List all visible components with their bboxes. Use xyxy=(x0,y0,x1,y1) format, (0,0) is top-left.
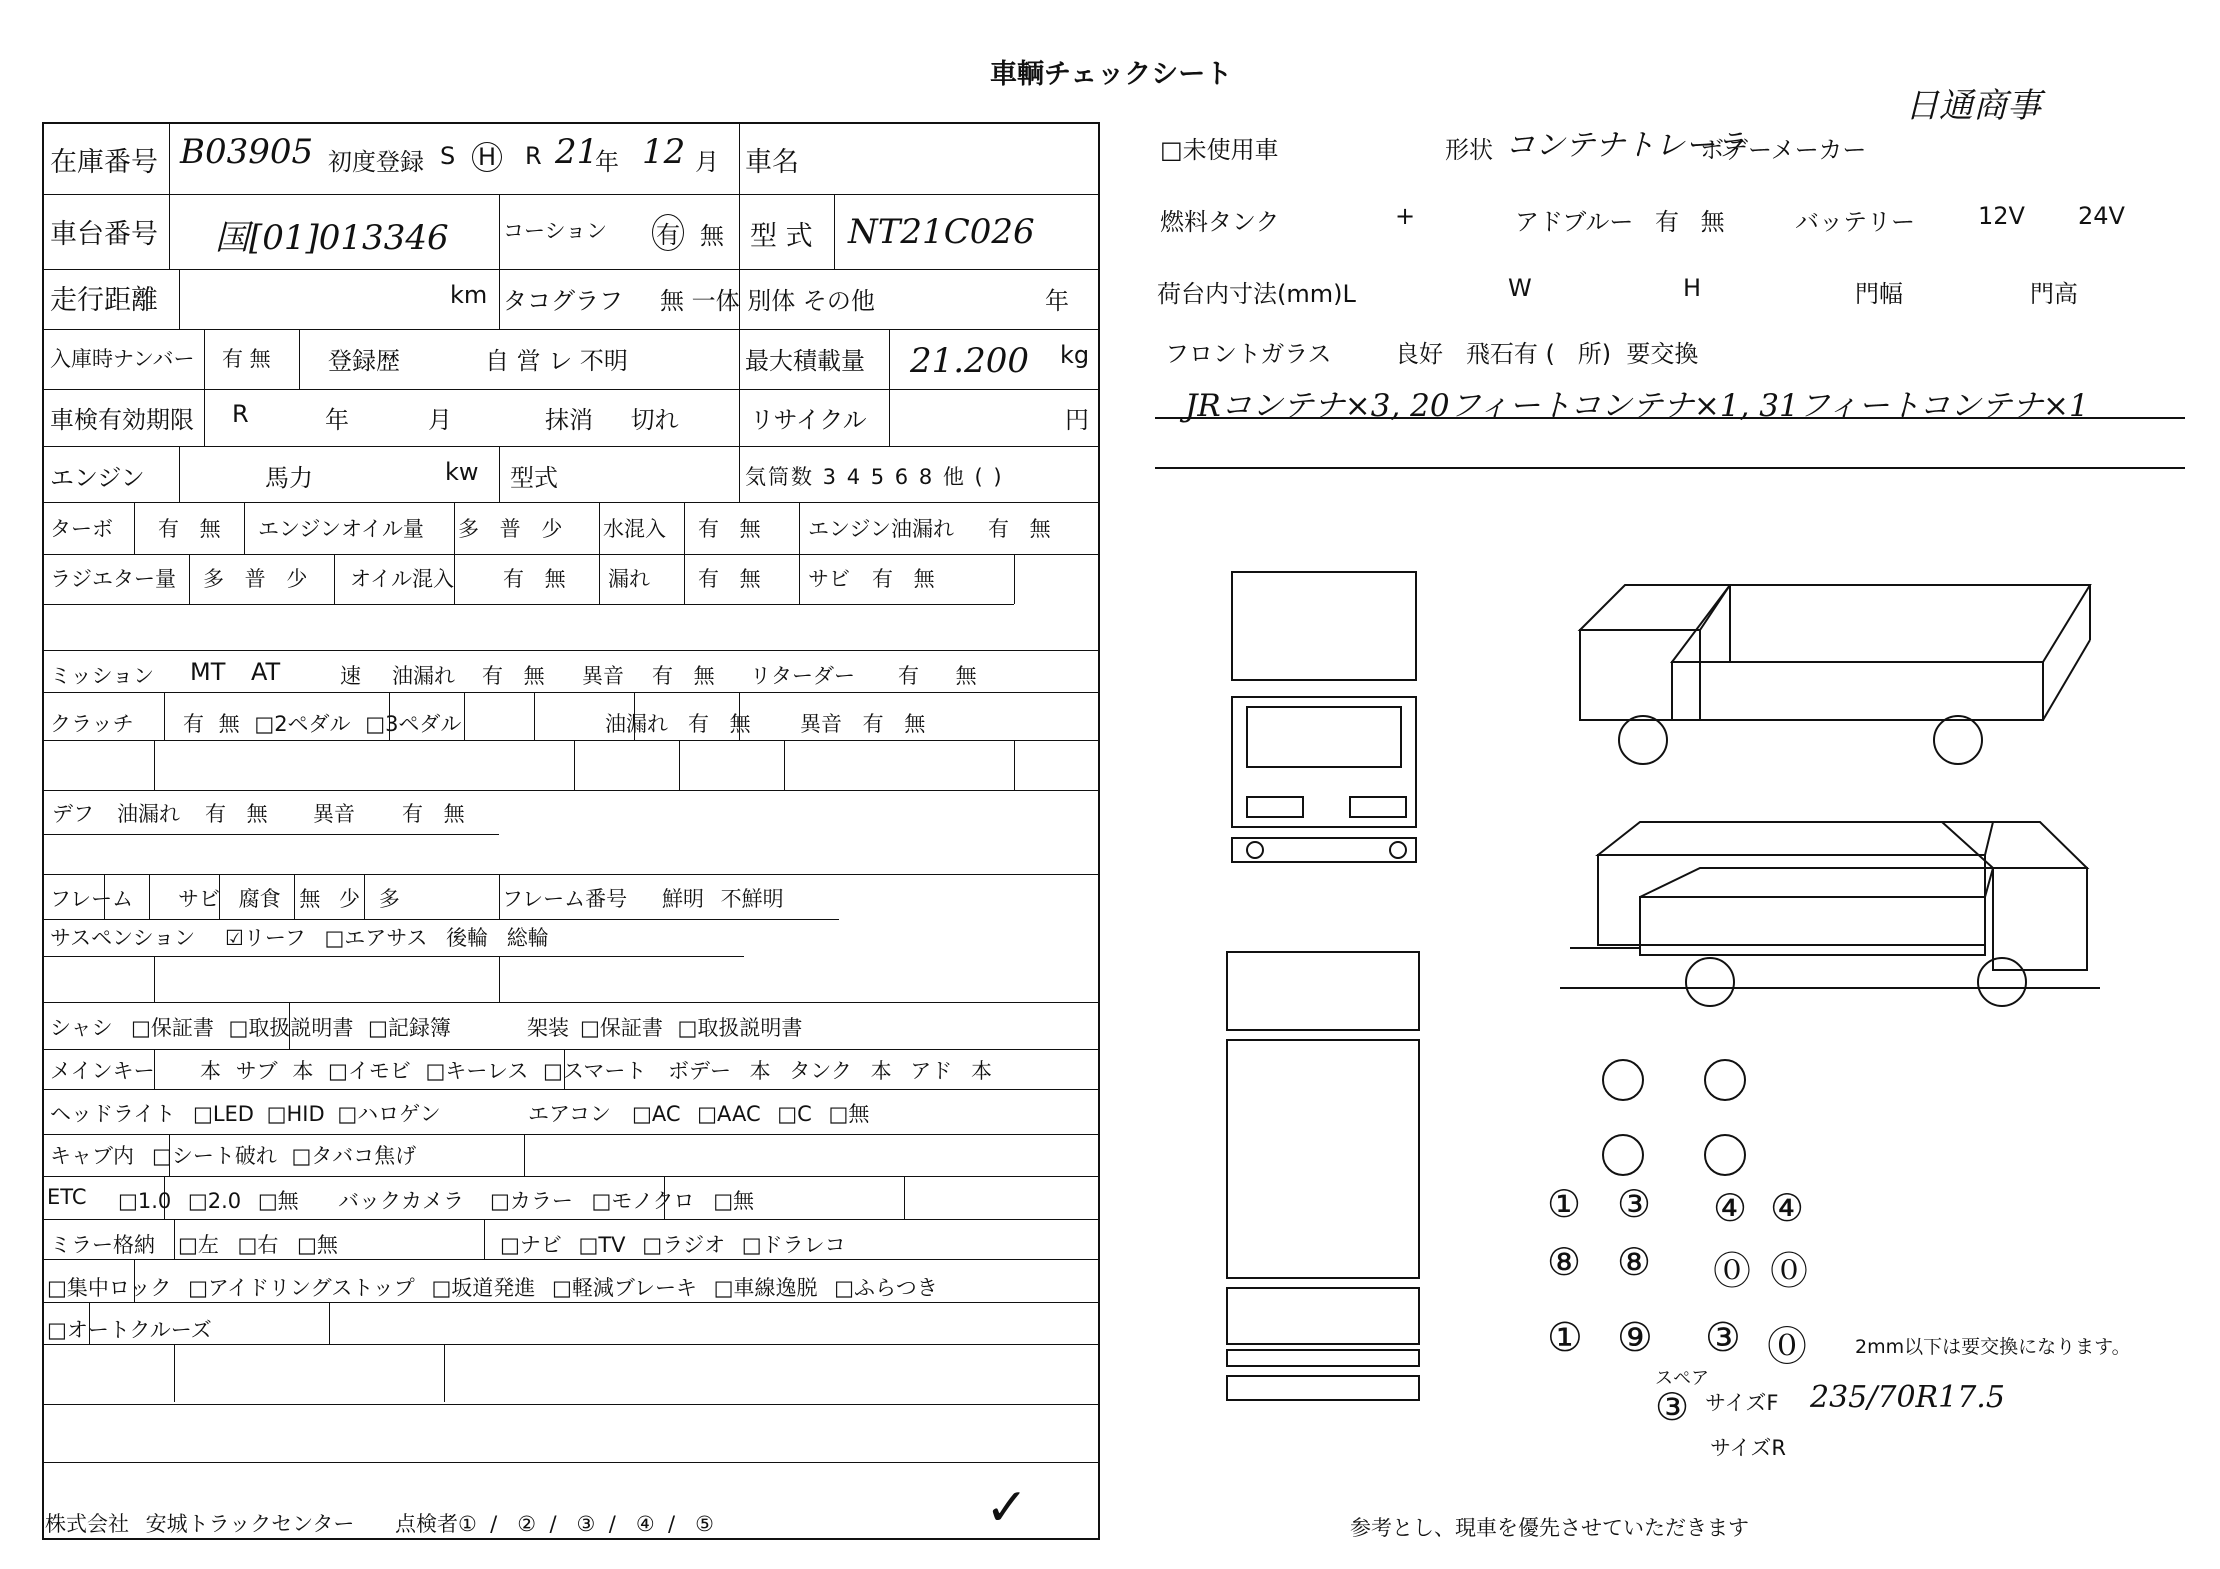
shape-label: 形状 xyxy=(1445,136,1493,164)
tacho-label: タコグラフ xyxy=(503,287,623,315)
oil-qty-label: エンジンオイル量 xyxy=(258,517,424,541)
oil-qty-options: 多 普 少 xyxy=(458,517,563,541)
tacho-options: 無 一体 別体 その他 xyxy=(660,287,875,315)
tacho-year: 年 xyxy=(1045,287,1069,315)
horsepower-label: 馬力 xyxy=(265,464,313,492)
tire-mark-3: ④ xyxy=(1713,1186,1748,1230)
diff-label: デフ xyxy=(52,802,94,826)
tire-mark-7: ⓪ xyxy=(1713,1249,1752,1293)
battery-12v: 12V xyxy=(1978,202,2025,230)
aircon-label: エアコン xyxy=(528,1102,611,1126)
cab-options: □シート破れ □タバコ焦げ xyxy=(152,1144,417,1168)
tire-mark-6: ⑧ xyxy=(1617,1240,1652,1284)
model-value: NT21C026 xyxy=(848,212,1035,252)
diff-noise-label: 異音 xyxy=(313,802,355,826)
leak-options: 有 無 xyxy=(698,567,761,591)
max-load-value: 21.200 xyxy=(910,341,1029,381)
coating-label: コーション xyxy=(503,219,608,243)
main-key-label: メインキー xyxy=(50,1059,155,1083)
retarder-options: 有 無 xyxy=(898,664,977,688)
checkmark-icon: ✓ xyxy=(985,1478,1029,1538)
frame-no-options: 鮮明 不鮮明 xyxy=(662,887,784,911)
rust-options: 有 無 xyxy=(872,567,935,591)
body-key-label: ボデー 本 タンク 本 アド 本 xyxy=(668,1059,992,1083)
first-reg-label: 初度登録 xyxy=(328,148,424,176)
cab-label: キャブ内 xyxy=(50,1144,134,1168)
reg-history-label: 登録歴 xyxy=(328,347,400,375)
kw-unit: kw xyxy=(445,458,479,486)
diff-oil-leak-options: 有 無 xyxy=(205,802,268,826)
suspension-label: サスペンション xyxy=(50,926,196,950)
coating-ari-circled: 有 xyxy=(652,214,684,251)
windshield-label: フロントガラス xyxy=(1165,340,1332,368)
tire-size-f-value: 235/70R17.5 xyxy=(1810,1380,2005,1415)
tire-mark-11: ③ xyxy=(1705,1315,1741,1361)
frame-options: サビ 腐食 無 少 多 xyxy=(178,887,400,911)
mirror-options: □左 □右 □無 xyxy=(178,1233,338,1257)
turbo-label: ターボ xyxy=(50,517,113,541)
max-load-label: 最大積載量 xyxy=(745,347,865,375)
tire-note: 2mm以下は要交換になります。 xyxy=(1855,1336,2131,1358)
chassis-no-value: 国[01]013346 xyxy=(215,218,449,258)
plate-options: 有 無 xyxy=(222,347,271,371)
tire-mark-4: ④ xyxy=(1770,1186,1805,1230)
oil-mix-options: 有 無 xyxy=(503,567,566,591)
km-unit: km xyxy=(450,281,488,309)
nav-options: □ナビ □TV □ラジオ □ドラレコ xyxy=(500,1233,846,1257)
cargo-w: W xyxy=(1508,274,1532,302)
body-docs-label: 架装 xyxy=(527,1016,569,1040)
cylinders-label: 気筒数 3 4 5 6 8 他 ( ) xyxy=(745,465,1004,489)
year-label: 年 xyxy=(595,148,619,176)
cargo-dims-label: 荷台内寸法(mm)L xyxy=(1157,280,1356,308)
diff-oil-leak-label: 油漏れ xyxy=(117,802,180,826)
chassis-label: 車台番号 xyxy=(50,219,158,250)
door-width: 門幅 xyxy=(1855,280,1903,308)
fuel-plus: + xyxy=(1395,202,1416,230)
kg-unit: kg xyxy=(1060,341,1090,369)
clutch-label: クラッチ xyxy=(50,712,134,736)
aircon-options: □AC □AAC □C □無 xyxy=(632,1102,870,1126)
spare-label: スペア xyxy=(1655,1368,1709,1389)
mission-label: ミッション xyxy=(50,664,155,688)
turbo-options: 有 無 xyxy=(158,517,221,541)
back-camera-label: バックカメラ xyxy=(338,1189,464,1213)
oil-mix-label: オイル混入 xyxy=(350,567,454,591)
reg-month-value: 12 xyxy=(642,132,686,172)
tire-mark-1: ① xyxy=(1547,1182,1582,1226)
reg-history-options: 自 営 レ 不明 xyxy=(485,347,628,375)
car-name-label: 車名 xyxy=(745,147,799,178)
fuel-tank-label: 燃料タンク xyxy=(1160,208,1280,236)
engine-label: エンジン xyxy=(50,464,145,492)
engine-model-label: 型式 xyxy=(510,464,558,492)
cargo-h: H xyxy=(1683,274,1702,302)
model-label: 型 式 xyxy=(750,221,813,252)
headlight-label: ヘッドライト xyxy=(50,1102,176,1126)
clutch-oil-leak-label: 油漏れ xyxy=(605,712,668,736)
radiator-options: 多 普 少 xyxy=(203,567,308,591)
size-f-label: サイズF xyxy=(1705,1391,1779,1415)
unused-label: □未使用車 xyxy=(1160,136,1279,164)
tire-mark-5: ⑧ xyxy=(1547,1240,1582,1284)
mission-oil-leak-options: 有 無 xyxy=(482,664,545,688)
era-h-circled: H xyxy=(472,142,502,172)
headlight-options: □LED □HID □ハロゲン xyxy=(193,1102,441,1126)
clutch-oil-leak-options: 有 無 xyxy=(688,712,751,736)
stock-label: 在庫番号 xyxy=(50,147,158,178)
inspection-month: 月 xyxy=(428,406,452,434)
features-row: □集中ロック □アイドリングストップ □坂道発進 □軽減ブレーキ □車線逸脱 □ふらつき xyxy=(47,1276,938,1300)
clutch-options: 有 無 □2ペダル □3ペダル xyxy=(183,712,462,736)
retarder-label: リターダー xyxy=(750,664,855,688)
tire-mark-10: ⑨ xyxy=(1617,1315,1653,1361)
engine-oil-leak-label: エンジン油漏れ xyxy=(808,517,954,541)
inspection-options: 抹消 切れ xyxy=(545,406,679,434)
door-height: 門高 xyxy=(2030,280,2078,308)
rust-label: サビ xyxy=(808,567,850,591)
body-docs-options: □保証書 □取扱説明書 xyxy=(580,1016,803,1040)
mission-noise-label: 異音 xyxy=(582,664,624,688)
suspension-options: ☑リーフ □エアサス 後輪 総輪 xyxy=(225,926,549,950)
frame-no-label: フレーム番号 xyxy=(502,887,628,911)
clutch-noise-label: 異音 有 無 xyxy=(800,712,926,736)
leak-label: 漏れ xyxy=(608,567,650,591)
speed-label: 速 xyxy=(340,664,361,688)
dealer-name-handwritten: 日通商事 xyxy=(1905,86,2041,126)
era-s: S xyxy=(440,142,456,170)
adblue-label: アドブルー 有 無 xyxy=(1515,208,1725,236)
battery-24v: 24V xyxy=(2078,202,2125,230)
chassis-docs-options: □保証書 □取扱説明書 □記録簿 xyxy=(131,1016,451,1040)
water-mix-options: 有 無 xyxy=(698,517,761,541)
inspection-label: 車検有効期限 xyxy=(50,406,194,434)
cruise-row: □オートクルーズ xyxy=(47,1318,212,1342)
mission-noise-options: 有 無 xyxy=(652,664,715,688)
tire-mark-2: ③ xyxy=(1617,1182,1652,1226)
inspection-year: 年 xyxy=(325,406,349,434)
size-r-label: サイズR xyxy=(1710,1436,1786,1460)
plate-label: 入庫時ナンバー xyxy=(50,347,195,371)
mileage-label: 走行距離 xyxy=(50,285,158,316)
back-camera-options: □カラー □モノクロ □無 xyxy=(490,1189,755,1213)
recycle-label: リサイクル xyxy=(750,406,867,434)
mission-options: MT AT xyxy=(190,658,281,686)
month-label: 月 xyxy=(695,148,719,176)
footer-note: 参考とし、現車を優先させていただきます xyxy=(1350,1516,1749,1540)
body-shape-value: コンテナトレーラ xyxy=(1505,128,1745,163)
diff-noise-options: 有 無 xyxy=(402,802,465,826)
mission-oil-leak-label: 油漏れ xyxy=(392,664,455,688)
engine-oil-leak-options: 有 無 xyxy=(988,517,1051,541)
tire-spare-value: ③ xyxy=(1655,1385,1690,1429)
etc-options: □1.0 □2.0 □無 xyxy=(118,1189,299,1213)
etc-label: ETC xyxy=(47,1185,87,1209)
battery-label: バッテリー xyxy=(1795,208,1915,236)
tire-mark-9: ① xyxy=(1547,1315,1583,1361)
company-name: 株式会社 安城トラックセンター xyxy=(45,1512,355,1536)
coating-nashi: 無 xyxy=(700,222,724,250)
mirror-label: ミラー格納 xyxy=(50,1233,155,1257)
water-mix-label: 水混入 xyxy=(603,517,666,541)
era-r: R xyxy=(525,142,542,170)
chassis-docs-label: シャシ xyxy=(50,1016,113,1040)
main-key-options: 本 サブ 本 □イモビ □キーレス □スマート xyxy=(200,1059,647,1083)
tire-mark-8: ⓪ xyxy=(1770,1249,1809,1293)
radiator-label: ラジエター量 xyxy=(50,567,176,591)
windshield-options: 良好 飛石有 ( 所) 要交換 xyxy=(1395,340,1699,368)
remarks-value: JRコンテナ×3, 20フィートコンテナ×1, 31フィートコンテナ×1 xyxy=(1185,388,2089,424)
yen-unit: 円 xyxy=(1065,406,1089,434)
page-title: 車輌チェックシート xyxy=(990,59,1233,90)
body-maker-label: ボデーメーカー xyxy=(1700,136,1867,164)
inspection-r: R xyxy=(232,400,249,428)
tire-mark-12: ⓪ xyxy=(1767,1324,1807,1370)
reg-year-value: 21 xyxy=(555,132,599,172)
inspector-label: 点検者① / ② / ③ / ④ / ⑤ xyxy=(395,1512,714,1536)
stock-no-value: B03905 xyxy=(180,132,314,172)
frame-label: フレーム xyxy=(50,887,134,911)
